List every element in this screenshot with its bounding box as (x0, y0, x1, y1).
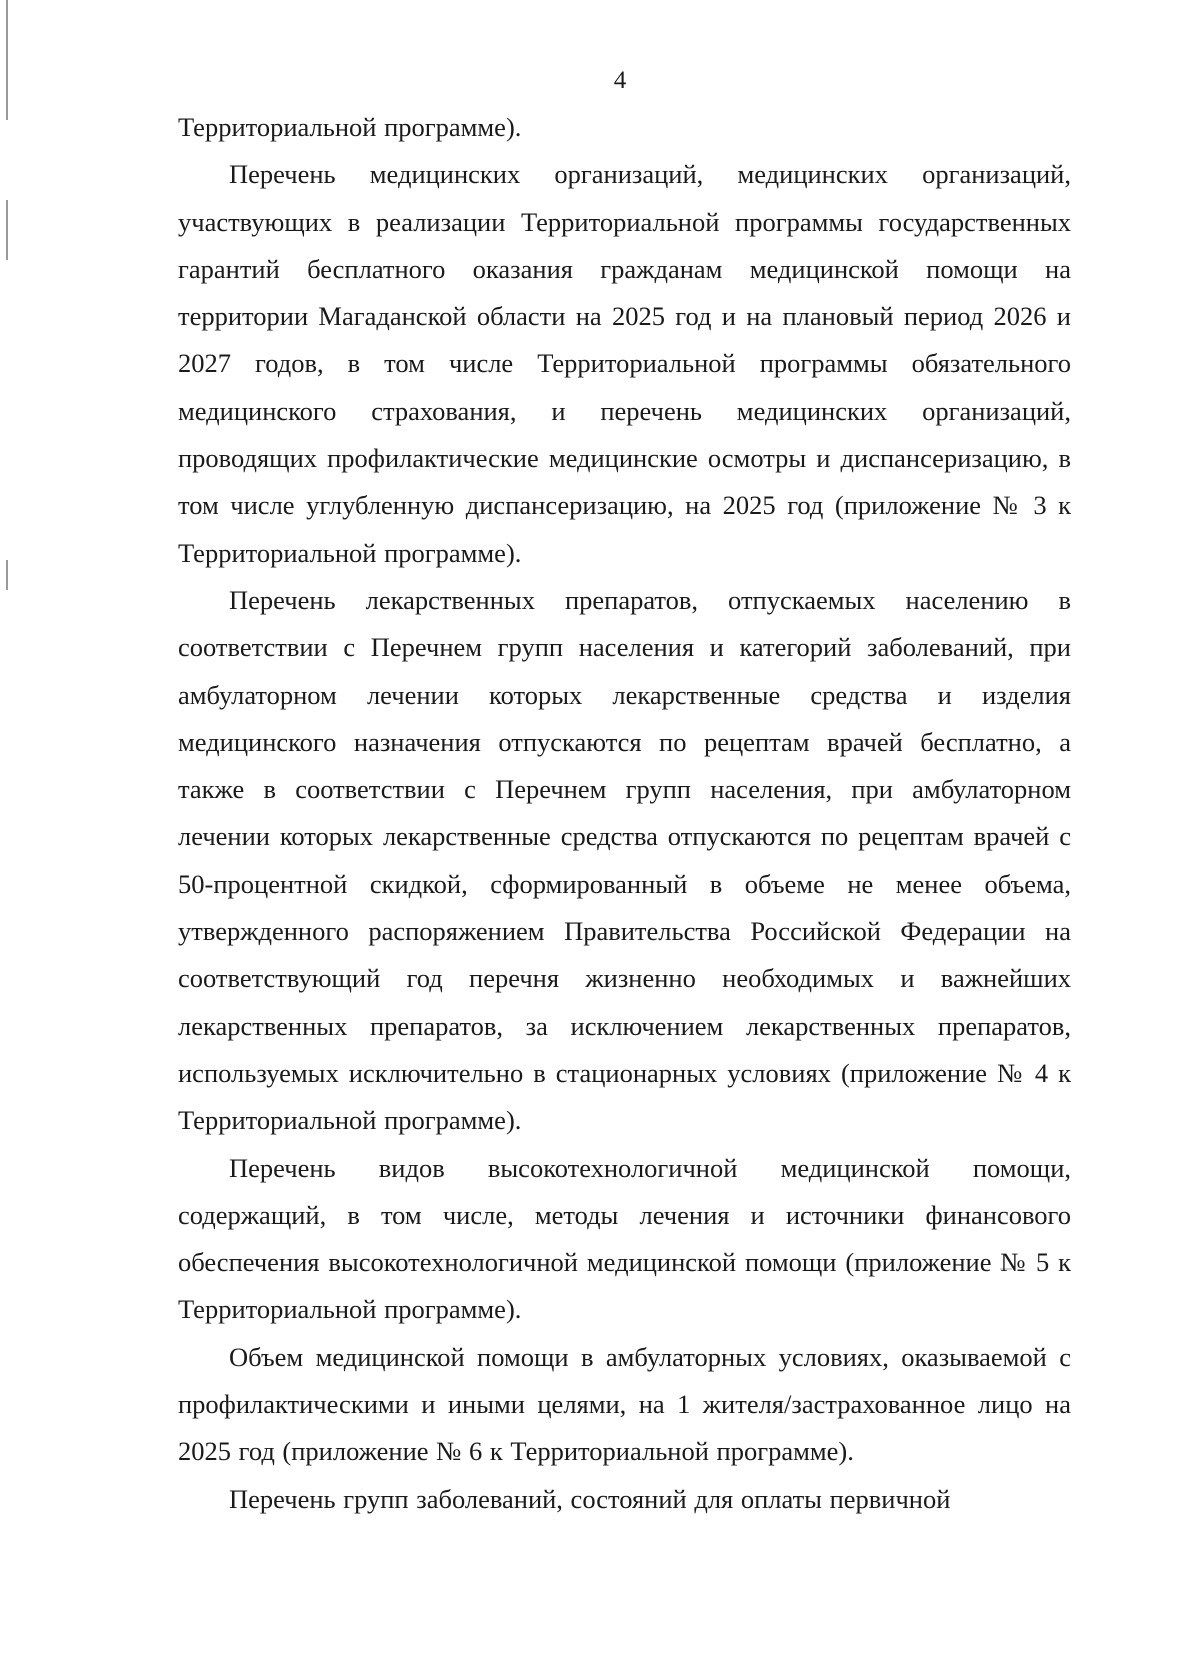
paragraph-outpatient-volume: Объем медицинской помощи в амбулаторных условиях, оказываемой с профилактическими и иными целями, на 1 жителя/застрахованное лицо на 2025 год (приложение № 6 к Территориальной программе). (178, 1341, 1071, 1467)
page-number: 4 (613, 67, 627, 94)
paragraph-disease-groups: Перечень групп заболеваний, состояний для оплаты первичной (229, 1483, 951, 1514)
scan-edge-mark (6, 0, 8, 120)
paragraph-medical-organizations-list: Перечень медицинских организаций, медицинских организаций, участвующих в реализации Территориальной программы государственных гарантий бесплатного оказания гражданам медицинской помощи на территории Магаданской области на 2025 год и на плановый период 2026 и 2027 годов, в том числе Территориальной программы обязательного медицинского страхования, и перечень медицинских организаций, проводящих профилактические медицинские осмотры и диспансеризацию, в том числе углубленную диспансеризацию, на 2025 год (приложение № 3 к Территориальной программе). (178, 159, 1071, 568)
paragraph-medicines-list: Перечень лекарственных препаратов, отпускаемых населению в соответствии с Перечнем групп населения и категорий заболеваний, при амбулаторном лечении которых лекарственные средства и изделия медицинского назначения отпускаются по рецептам врачей бесплатно, а также в соответствии с Перечнем групп населения, при амбулаторном лечении которых лекарственные средства отпускаются по рецептам врачей с 50-процентной скидкой, сформированный в объеме не менее объема, утвержденного распоряжением Правительства Российской Федерации на соответствующий год перечня жизненно необходимых и важнейших лекарственных препаратов, за исключением лекарственных препаратов, используемых исключительно в стационарных условиях (приложение № 4 к Территориальной программе). (178, 584, 1071, 1136)
scan-edge-mark (6, 200, 8, 260)
paragraph-high-tech-care-list: Перечень видов высокотехнологичной медицинской помощи, содержащий, в том числе, методы лечения и источники финансового обеспечения высокотехнологичной медицинской помощи (приложение № 5 к Территориальной программе). (178, 1152, 1071, 1325)
paragraph-continuation: Территориальной программе). (178, 112, 522, 142)
scan-edge-mark (6, 560, 8, 590)
document-body (178, 104, 1071, 1523)
